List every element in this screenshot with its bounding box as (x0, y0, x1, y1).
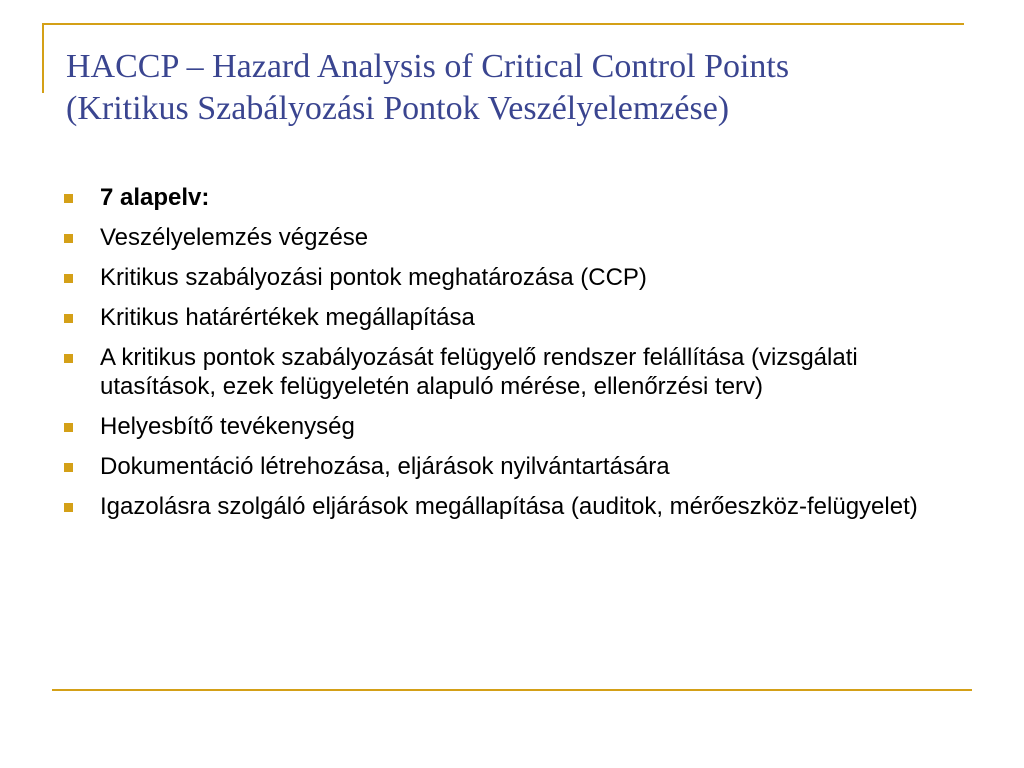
bullet-item (64, 183, 944, 212)
bullet-text: Dokumentáció létrehozása, eljárások nyilvántartására (100, 453, 670, 480)
bullet-item (64, 452, 944, 481)
bullet-text: Veszélyelemzés végzése (100, 224, 369, 251)
bullet-text: Igazolásra szolgáló eljárások megállapítása (auditok, mérőeszköz-felügyelet) (100, 493, 918, 520)
bullet-item (64, 343, 944, 401)
slide-title-line-1: HACCP – Hazard Analysis of Critical Control Points (66, 48, 790, 85)
bullet-item (64, 263, 944, 292)
slide-title-line-2: (Kritikus Szabályozási Pontok Veszélyelemzése) (66, 90, 730, 127)
bullet-text: Kritikus szabályozási pontok meghatározása (CCP) (100, 264, 647, 291)
square-bullet-icon (64, 423, 73, 432)
bullet-item (64, 492, 944, 521)
square-bullet-icon (64, 314, 73, 323)
bullet-item (64, 412, 944, 441)
slide-title (66, 46, 966, 130)
square-bullet-icon (64, 194, 73, 203)
square-bullet-icon (64, 354, 73, 363)
bullet-text: 7 alapelv: (100, 184, 210, 211)
square-bullet-icon (64, 274, 73, 283)
bullet-list (64, 183, 944, 532)
bullet-text: Helyesbítő tevékenység (100, 413, 355, 440)
square-bullet-icon (64, 234, 73, 243)
bullet-item (64, 303, 944, 332)
square-bullet-icon (64, 463, 73, 472)
square-bullet-icon (64, 503, 73, 512)
frame-top-line (42, 23, 964, 25)
frame-left-line (42, 23, 44, 93)
frame-bottom-line (52, 689, 972, 691)
bullet-text: A kritikus pontok szabályozását felügyelő rendszer felállítása (vizsgálati utasítások, ezek felügyeletén alapuló mérése, ellenőrzési terv) (100, 344, 858, 400)
bullet-item (64, 223, 944, 252)
bullet-text: Kritikus határértékek megállapítása (100, 304, 475, 331)
